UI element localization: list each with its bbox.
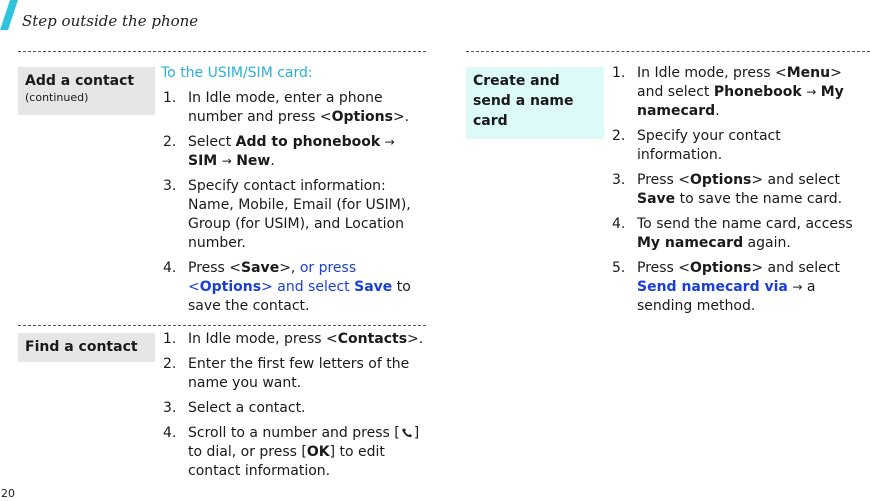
usim-subheading: To the USIM/SIM card: — [161, 65, 313, 81]
section-label-continued: (continued) — [25, 91, 89, 104]
arrow-icon: → — [221, 154, 232, 168]
section-label-add-contact — [18, 67, 155, 115]
find-contact-steps — [161, 330, 426, 487]
list-item: 1. In Idle mode, press <Contacts>. — [163, 331, 424, 347]
page-header-title: Step outside the phone — [22, 12, 199, 30]
section-label-find-contact: Find a contact — [18, 333, 155, 362]
list-item: 2. Select Add to phonebook → SIM → New. — [163, 134, 395, 169]
list-item: 4. Press <Save>, or press <Options> and select Save to save the contact. — [163, 260, 411, 314]
add-contact-steps — [161, 64, 426, 322]
list-item: 2. Enter the first few letters of the name you want. — [163, 356, 410, 391]
divider — [18, 51, 426, 52]
list-item: 4. Scroll to a number and press [ ] to dial, or press [OK] to edit contact information. — [163, 425, 420, 479]
page-number: 20 — [1, 487, 15, 500]
name-card-steps — [610, 64, 870, 322]
list-item: 5. Press <Options> and select Send namecard via → a sending method. — [612, 260, 840, 314]
list-item: 2. Specify your contact information. — [612, 128, 781, 163]
list-item: 4. To send the name card, access My namecard again. — [612, 216, 853, 251]
section-label-name-card: Create and send a name card — [466, 67, 604, 139]
list-item: 1. In Idle mode, press <Menu> and select Phonebook → My namecard. — [612, 65, 844, 119]
list-item: 3. Select a contact. — [163, 400, 306, 416]
arrow-icon: → — [792, 280, 803, 294]
arrow-icon: → — [806, 85, 817, 99]
arrow-icon: → — [384, 135, 395, 149]
list-item: 3. Press <Options> and select Save to save the name card. — [612, 172, 843, 207]
divider — [18, 325, 426, 326]
list-item: 1. In Idle mode, enter a phone number and press <Options>. — [163, 90, 410, 125]
list-item: 3. Specify contact information: Name, Mobile, Email (for USIM), Group (for USIM), and Location number. — [163, 178, 411, 251]
section-label-text: Add a contact — [25, 73, 135, 89]
header-accent-bar — [0, 0, 18, 30]
divider — [466, 51, 870, 52]
call-key-icon — [400, 426, 414, 438]
